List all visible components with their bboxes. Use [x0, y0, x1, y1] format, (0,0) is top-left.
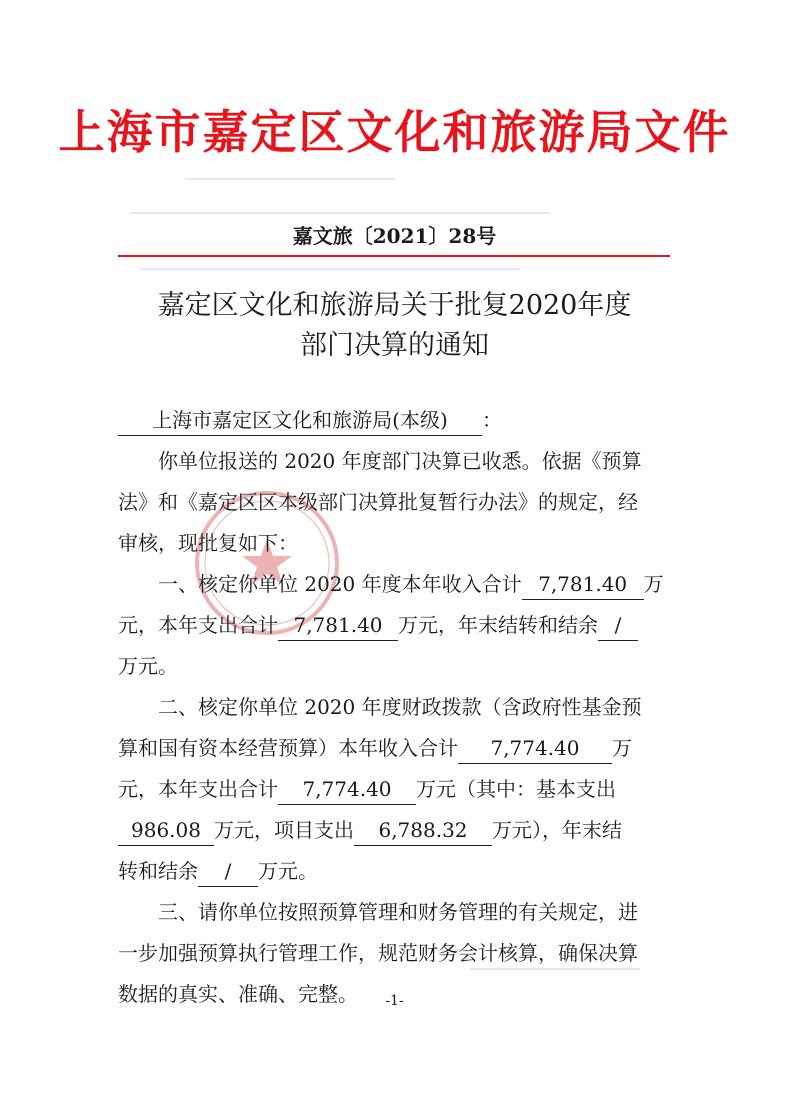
fiscal-income-value: 7,774.40: [458, 734, 612, 764]
addressee-name: 上海市嘉定区文化和旅游局(本级): [118, 406, 482, 436]
item2-line-1: 二、核定你单位 2020 年度财政拨款（含政府性基金预: [158, 695, 642, 719]
addressee-colon: ：: [482, 408, 502, 432]
year-end-balance-value: /: [598, 611, 638, 641]
item2-line-4: 986.08 万元，项目支出 6,788.32 万元），年末结: [118, 810, 678, 851]
item1-line-1: 一、核定你单位 2020 年度本年收入合计 7,781.40 万: [118, 564, 678, 605]
project-expense-value: 6,788.32: [354, 816, 492, 846]
income-total-value: 7,781.40: [522, 570, 644, 600]
bleed-through-mark: [140, 268, 520, 270]
bleed-through-mark: [130, 212, 550, 214]
paragraph-line: 法》和《嘉定区区本级部门决算批复暂行办法》的规定，经: [118, 490, 638, 514]
page-number: -1-: [385, 993, 404, 1009]
item1-line-2: 元，本年支出合计 7,781.40 万元，年末结转和结余 /: [118, 605, 678, 646]
item3-line-3: 数据的真实、准确、完整。: [118, 982, 358, 1006]
paragraph-line: 审核，现批复如下：: [118, 531, 298, 555]
item1-line-3: 万元。: [118, 654, 178, 678]
item2-line-2: 算和国有资本经营预算）本年收入合计 7,774.40 万: [118, 728, 678, 769]
bleed-through-mark: [185, 178, 395, 180]
item2-line-3: 元，本年支出合计 7,774.40 万元（其中：基本支出: [118, 769, 678, 810]
red-separator-rule: [118, 255, 670, 257]
notice-body: [118, 400, 678, 1015]
fiscal-expense-value: 7,774.40: [278, 775, 416, 805]
document-number: 嘉文旅〔2021〕28号: [292, 224, 497, 248]
addressee-line: [118, 400, 678, 441]
fiscal-balance-value: /: [198, 857, 258, 887]
expense-total-value: 7,781.40: [278, 611, 398, 641]
basic-expense-value: 986.08: [118, 816, 214, 846]
notice-title: [0, 286, 789, 366]
notice-title-line-2: 部门决算的通知: [300, 330, 489, 361]
item3-line-2: 一步加强预算执行管理工作，规范财务会计核算，确保决算: [118, 941, 638, 965]
issuer-header: 上海市嘉定区文化和旅游局文件: [58, 105, 731, 159]
item3-line-1: 三、请你单位按照预算管理和财务管理的有关规定，进: [158, 900, 638, 924]
item2-line-5: 转和结余 / 万元。: [118, 851, 678, 892]
notice-title-line-1: 嘉定区文化和旅游局关于批复2020年度: [157, 290, 632, 321]
paragraph-line: 你单位报送的 2020 年度部门决算已收悉。依据《预算: [158, 449, 642, 473]
